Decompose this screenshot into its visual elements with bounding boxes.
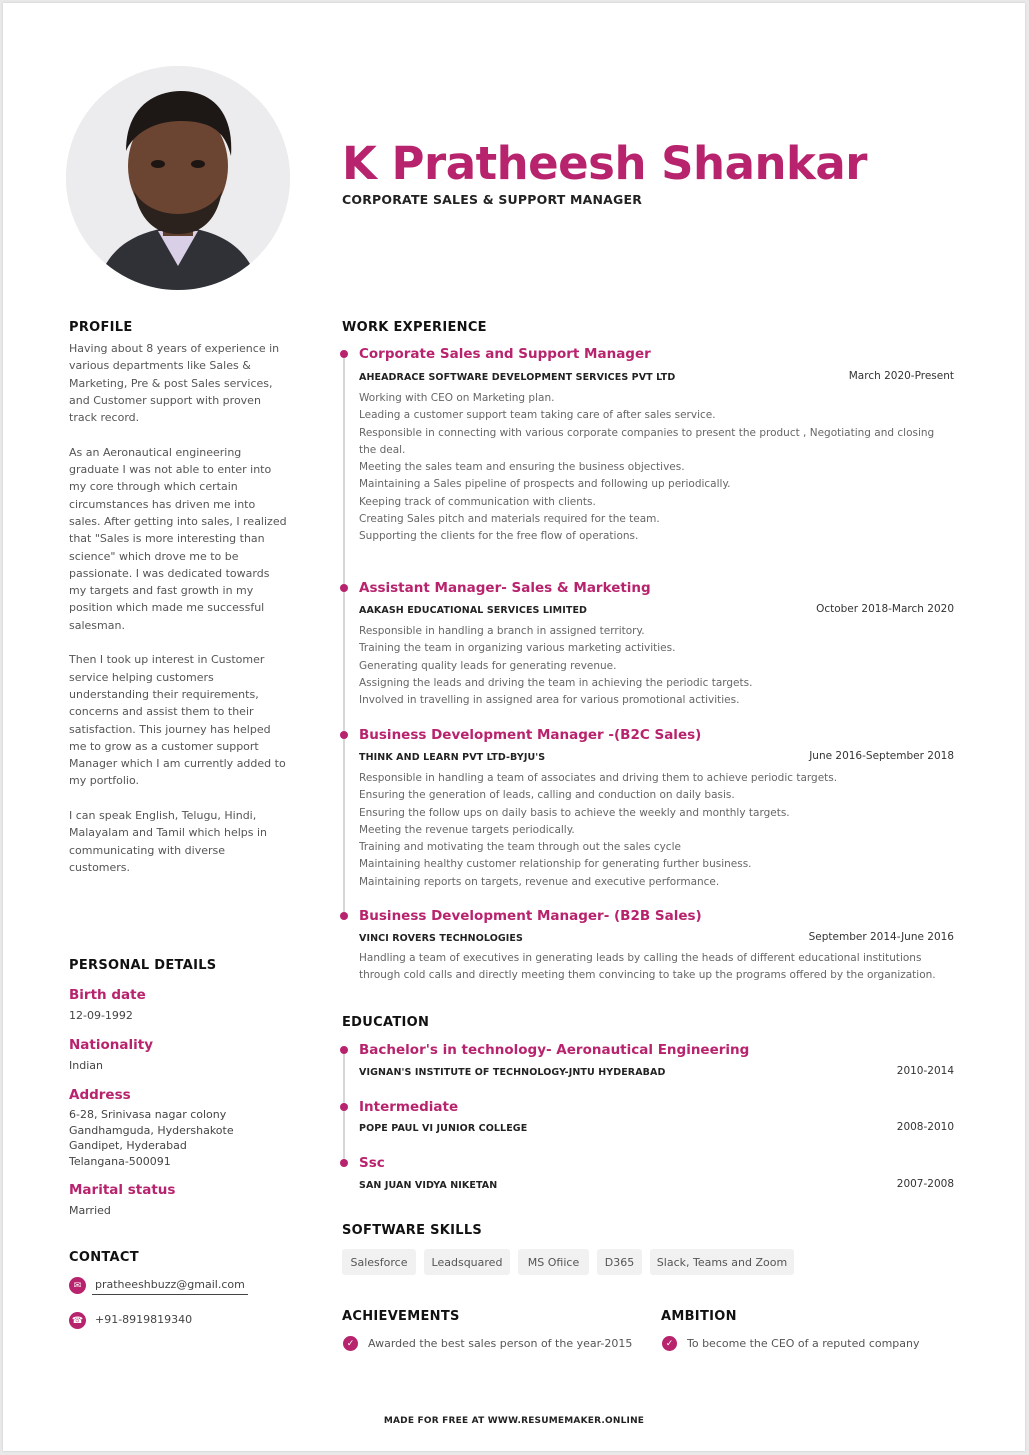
work-experience-heading: WORK EXPERIENCE (342, 320, 487, 335)
timeline-dot (340, 1103, 348, 1111)
duty-line: Responsible in connecting with various corporate companies to present the product , Negotiating and closing (359, 426, 935, 439)
job-dates: March 2020-Present (848, 370, 954, 382)
skill-chip: Salesforce (342, 1249, 416, 1275)
degree-title: Bachelor's in technology- Aeronautical Engineering (359, 1042, 750, 1058)
job-dates: June 2016-September 2018 (809, 750, 954, 762)
timeline-dot (340, 731, 348, 739)
profile-paragraph: Having about 8 years of experience in various departments like Sales & Marketing, Pre & post Sales services, and Customer support with proven track record. (69, 342, 280, 425)
job-duties (359, 770, 959, 891)
timeline-dot (340, 350, 348, 358)
skill-chip: Leadsquared (424, 1249, 510, 1275)
duty-line: Handling a team of executives in generating leads by calling the heads of different educational institutions (359, 952, 922, 964)
duty-line: through cold calls and directly meeting them convincing to take up the programs offered by the organization. (359, 969, 936, 982)
duty-line: Leading a customer support team taking care of after sales service. (359, 409, 716, 422)
timeline-dot (340, 1046, 348, 1054)
footer-credit[interactable]: MADE FOR FREE AT WWW.RESUMEMAKER.ONLINE (383, 1416, 645, 1426)
school-name: VIGNAN'S INSTITUTE OF TECHNOLOGY-JNTU HYDERABAD (359, 1067, 666, 1078)
ambition-item: To become the CEO of a reputed company (687, 1337, 920, 1350)
job-title: Assistant Manager- Sales & Marketing (359, 580, 651, 596)
duty-line: Creating Sales pitch and materials required for the team. (359, 513, 660, 526)
job-duties (359, 390, 959, 546)
duty-line: Involved in travelling in assigned area for various promotional activities. (359, 694, 740, 707)
duty-line: the deal. (359, 443, 406, 456)
ambition-heading: AMBITION (661, 1309, 737, 1324)
checkmark-icon: ✓ (662, 1336, 677, 1351)
address-label: Address (69, 1087, 131, 1103)
skill-chip: MS Ofiice (518, 1249, 589, 1275)
school-name: SAN JUAN VIDYA NIKETAN (359, 1180, 498, 1191)
duty-line: Maintaining healthy customer relationship for generating further business. (359, 858, 752, 871)
profile-paragraph: As an Aeronautical engineering graduate I was not able to enter into my core through which certain circumstances has driven me into sales. After getting into sales, I realized that "Sales is more interesting than science" which drove me to be passionate. I was dedicated towards my targets and fast growth in my position which made me successful salesman. (69, 445, 287, 632)
profile-paragraph: Then I took up interest in Customer service helping customers understanding their requirements, concerns and assist them to their satisfaction. This journey has helped me to grow as a customer support Manager which I am currently added to my portfolio. (69, 653, 286, 788)
timeline-dot (340, 912, 348, 920)
job-title: Business Development Manager -(B2C Sales) (359, 727, 702, 743)
marital-status-value: Married (69, 1204, 111, 1217)
achievement-item: Awarded the best sales person of the year-2015 (368, 1337, 633, 1350)
duty-line: Training the team in organizing various marketing activities. (359, 642, 676, 655)
checkmark-icon: ✓ (343, 1336, 358, 1351)
duty-line: Supporting the clients for the free flow of operations. (359, 530, 639, 543)
duty-line: Working with CEO on Marketing plan. (359, 392, 555, 404)
duty-line: Maintaining reports on targets, revenue and executive performance. (359, 875, 720, 888)
job-dates: October 2018-March 2020 (816, 603, 954, 615)
job-dates: September 2014-June 2016 (808, 931, 954, 943)
company-name: AHEADRACE SOFTWARE DEVELOPMENT SERVICES PVT LTD (359, 372, 676, 383)
timeline-dot (340, 584, 348, 592)
address-line: Telangana-500091 (69, 1154, 171, 1168)
nationality-value: Indian (69, 1059, 103, 1072)
address-line: Gandipet, Hyderabad (69, 1139, 187, 1152)
personal-details-heading: PERSONAL DETAILS (69, 958, 217, 973)
software-skills-heading: SOFTWARE SKILLS (342, 1223, 483, 1238)
duty-line: Assigning the leads and driving the team in achieving the periodic targets. (359, 676, 753, 689)
education-dates: 2007-2008 (896, 1178, 954, 1190)
duty-line: Ensuring the generation of leads, calling and conduction on daily basis. (359, 789, 735, 802)
envelope-icon: ✉ (69, 1277, 86, 1294)
job-title: Corporate Sales and Support Manager (359, 346, 651, 362)
education-heading: EDUCATION (342, 1015, 430, 1030)
phone-icon: ☎ (69, 1312, 86, 1329)
phone-number[interactable]: +91-8919819340 (95, 1313, 193, 1326)
work-timeline (343, 355, 345, 913)
candidate-title: CORPORATE SALES & SUPPORT MANAGER (342, 192, 643, 207)
address-line: Gandhamguda, Hydershakote (69, 1123, 234, 1137)
duty-line: Generating quality leads for generating revenue. (359, 659, 617, 672)
person-portrait-icon (66, 66, 290, 290)
degree-title: Ssc (359, 1155, 385, 1171)
profile-heading: PROFILE (69, 320, 133, 335)
company-name: THINK AND LEARN PVT LTD-BYJU'S (359, 752, 546, 763)
school-name: POPE PAUL VI JUNIOR COLLEGE (359, 1123, 528, 1134)
education-dates: 2008-2010 (896, 1121, 954, 1133)
duty-line: Keeping track of communication with clients. (359, 495, 596, 508)
profile-photo (66, 66, 290, 290)
duty-line: Responsible in handling a team of associates and driving them to achieve periodic targets. (359, 772, 838, 784)
job-duties (359, 623, 959, 709)
duty-line: Ensuring the follow ups on daily basis to achieve the weekly and monthly targets. (359, 806, 790, 819)
address-value (69, 1107, 234, 1169)
address-line: 6-28, Srinivasa nagar colony (69, 1108, 227, 1121)
duty-line: Meeting the sales team and ensuring the business objectives. (359, 461, 685, 474)
skill-chip: D365 (597, 1249, 642, 1275)
profile-text (69, 340, 289, 894)
duty-line: Training and motivating the team through out the sales cycle (359, 841, 681, 854)
profile-paragraph: I can speak English, Telugu, Hindi, Malayalam and Tamil which helps in communicating with diverse customers. (69, 809, 268, 874)
company-name: VINCI ROVERS TECHNOLOGIES (359, 933, 523, 944)
education-dates: 2010-2014 (896, 1065, 954, 1077)
timeline-dot (340, 1159, 348, 1167)
candidate-name: K Pratheesh Shankar (342, 137, 867, 190)
duty-line: Meeting the revenue targets periodically. (359, 823, 575, 836)
duty-line: Responsible in handling a branch in assigned territory. (359, 625, 645, 637)
duty-line: Maintaining a Sales pipeline of prospects and following up periodically. (359, 478, 731, 491)
email-link[interactable]: pratheeshbuzz@gmail.com (92, 1278, 248, 1295)
job-duties (359, 950, 959, 985)
marital-status-label: Marital status (69, 1182, 176, 1198)
birth-date-value: 12-09-1992 (69, 1009, 133, 1022)
company-name: AAKASH EDUCATIONAL SERVICES LIMITED (359, 605, 588, 616)
birth-date-label: Birth date (69, 987, 146, 1003)
achievements-heading: ACHIEVEMENTS (342, 1309, 460, 1324)
skill-chip: Slack, Teams and Zoom (650, 1249, 794, 1275)
degree-title: Intermediate (359, 1099, 459, 1115)
resume-page (3, 3, 1025, 1451)
job-title: Business Development Manager- (B2B Sales) (359, 908, 702, 924)
nationality-label: Nationality (69, 1037, 153, 1053)
contact-heading: CONTACT (69, 1250, 139, 1265)
